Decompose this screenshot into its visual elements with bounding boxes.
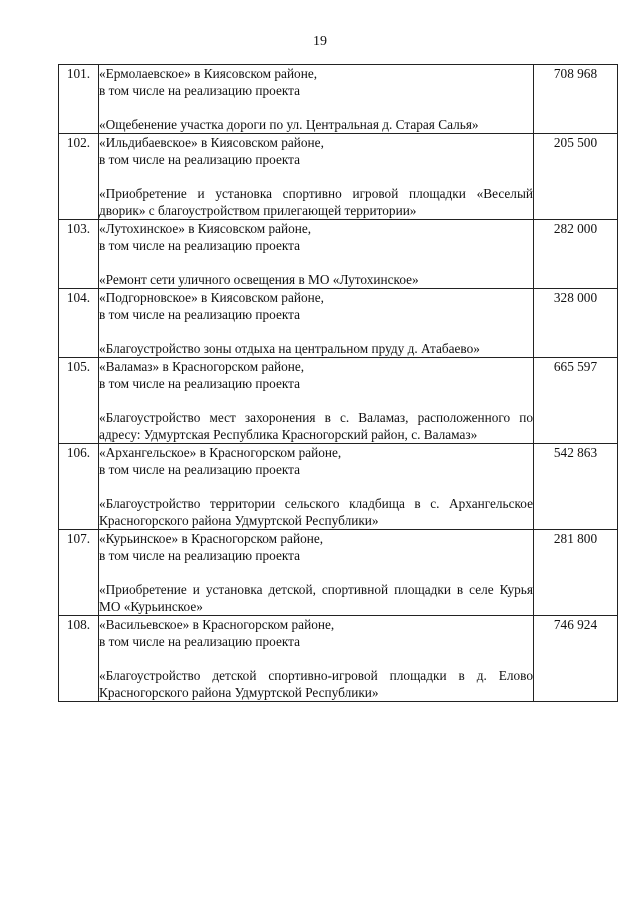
table-row xyxy=(59,220,618,289)
page-number: 19 xyxy=(313,34,327,49)
row-number: 101. xyxy=(59,65,99,134)
project-name: «Приобретение и установка спортивно игровой площадки «Веселый дворик» с благоустройством прилегающей территории» xyxy=(99,186,533,218)
project-name: «Благоустройство детской спортивно-игровой площадки в д. Елово Красногорского района Удмуртской Республики» xyxy=(99,668,533,700)
row-amount: 282 000 xyxy=(534,220,618,289)
row-number: 103. xyxy=(59,220,99,289)
table-row xyxy=(59,444,618,530)
municipality-title: «Архангельское» в Красногорском районе, xyxy=(99,445,342,460)
row-description xyxy=(99,616,534,702)
project-name: «Благоустройство мест захоронения в с. Валамаз, расположенного по адресу: Удмуртская Республика Красногорский район, с. Валамаз» xyxy=(99,410,533,442)
row-number: 105. xyxy=(59,358,99,444)
project-intro: в том числе на реализацию проекта xyxy=(99,83,301,98)
row-amount: 542 863 xyxy=(534,444,618,530)
project-name: «Благоустройство зоны отдыха на центральном пруду д. Атабаево» xyxy=(99,341,480,356)
row-number: 106. xyxy=(59,444,99,530)
project-name: «Приобретение и установка детской, спортивной площадки в селе Курья МО «Курьинское» xyxy=(99,582,533,614)
project-intro: в том числе на реализацию проекта xyxy=(99,462,301,477)
row-description xyxy=(99,444,534,530)
table-row xyxy=(59,616,618,702)
project-name: «Благоустройство территории сельского кладбища в с. Архангельское Красногорского района Удмуртской Республики» xyxy=(99,496,533,528)
municipality-title: «Валамаз» в Красногорском районе, xyxy=(99,359,305,374)
municipality-title: «Подгорновское» в Киясовском районе, xyxy=(99,290,324,305)
row-description xyxy=(99,65,534,134)
row-number: 108. xyxy=(59,616,99,702)
municipality-title: «Ермолаевское» в Киясовском районе, xyxy=(99,66,318,81)
row-number: 104. xyxy=(59,289,99,358)
project-intro: в том числе на реализацию проекта xyxy=(99,307,301,322)
municipality-title: «Лутохинское» в Киясовском районе, xyxy=(99,221,312,236)
row-amount: 328 000 xyxy=(534,289,618,358)
project-intro: в том числе на реализацию проекта xyxy=(99,152,301,167)
row-amount: 205 500 xyxy=(534,134,618,220)
row-number: 107. xyxy=(59,530,99,616)
project-intro: в том числе на реализацию проекта xyxy=(99,376,301,391)
row-description xyxy=(99,289,534,358)
table-row xyxy=(59,530,618,616)
row-description xyxy=(99,134,534,220)
project-name: «Ощебенение участка дороги по ул. Центральная д. Старая Салья» xyxy=(99,117,479,132)
table-row xyxy=(59,358,618,444)
row-description xyxy=(99,220,534,289)
project-name: «Ремонт сети уличного освещения в МО «Лутохинское» xyxy=(99,272,419,287)
row-amount: 746 924 xyxy=(534,616,618,702)
municipality-title: «Курьинское» в Красногорском районе, xyxy=(99,531,324,546)
project-intro: в том числе на реализацию проекта xyxy=(99,548,301,563)
row-amount: 281 800 xyxy=(534,530,618,616)
row-description xyxy=(99,530,534,616)
row-description xyxy=(99,358,534,444)
municipality-title: «Васильевское» в Красногорском районе, xyxy=(99,617,335,632)
project-intro: в том числе на реализацию проекта xyxy=(99,634,301,649)
row-amount: 665 597 xyxy=(534,358,618,444)
funding-table xyxy=(58,64,618,702)
row-amount: 708 968 xyxy=(534,65,618,134)
table-row xyxy=(59,289,618,358)
municipality-title: «Ильдибаевское» в Киясовском районе, xyxy=(99,135,324,150)
row-number: 102. xyxy=(59,134,99,220)
project-intro: в том числе на реализацию проекта xyxy=(99,238,301,253)
table-row xyxy=(59,65,618,134)
table-row xyxy=(59,134,618,220)
